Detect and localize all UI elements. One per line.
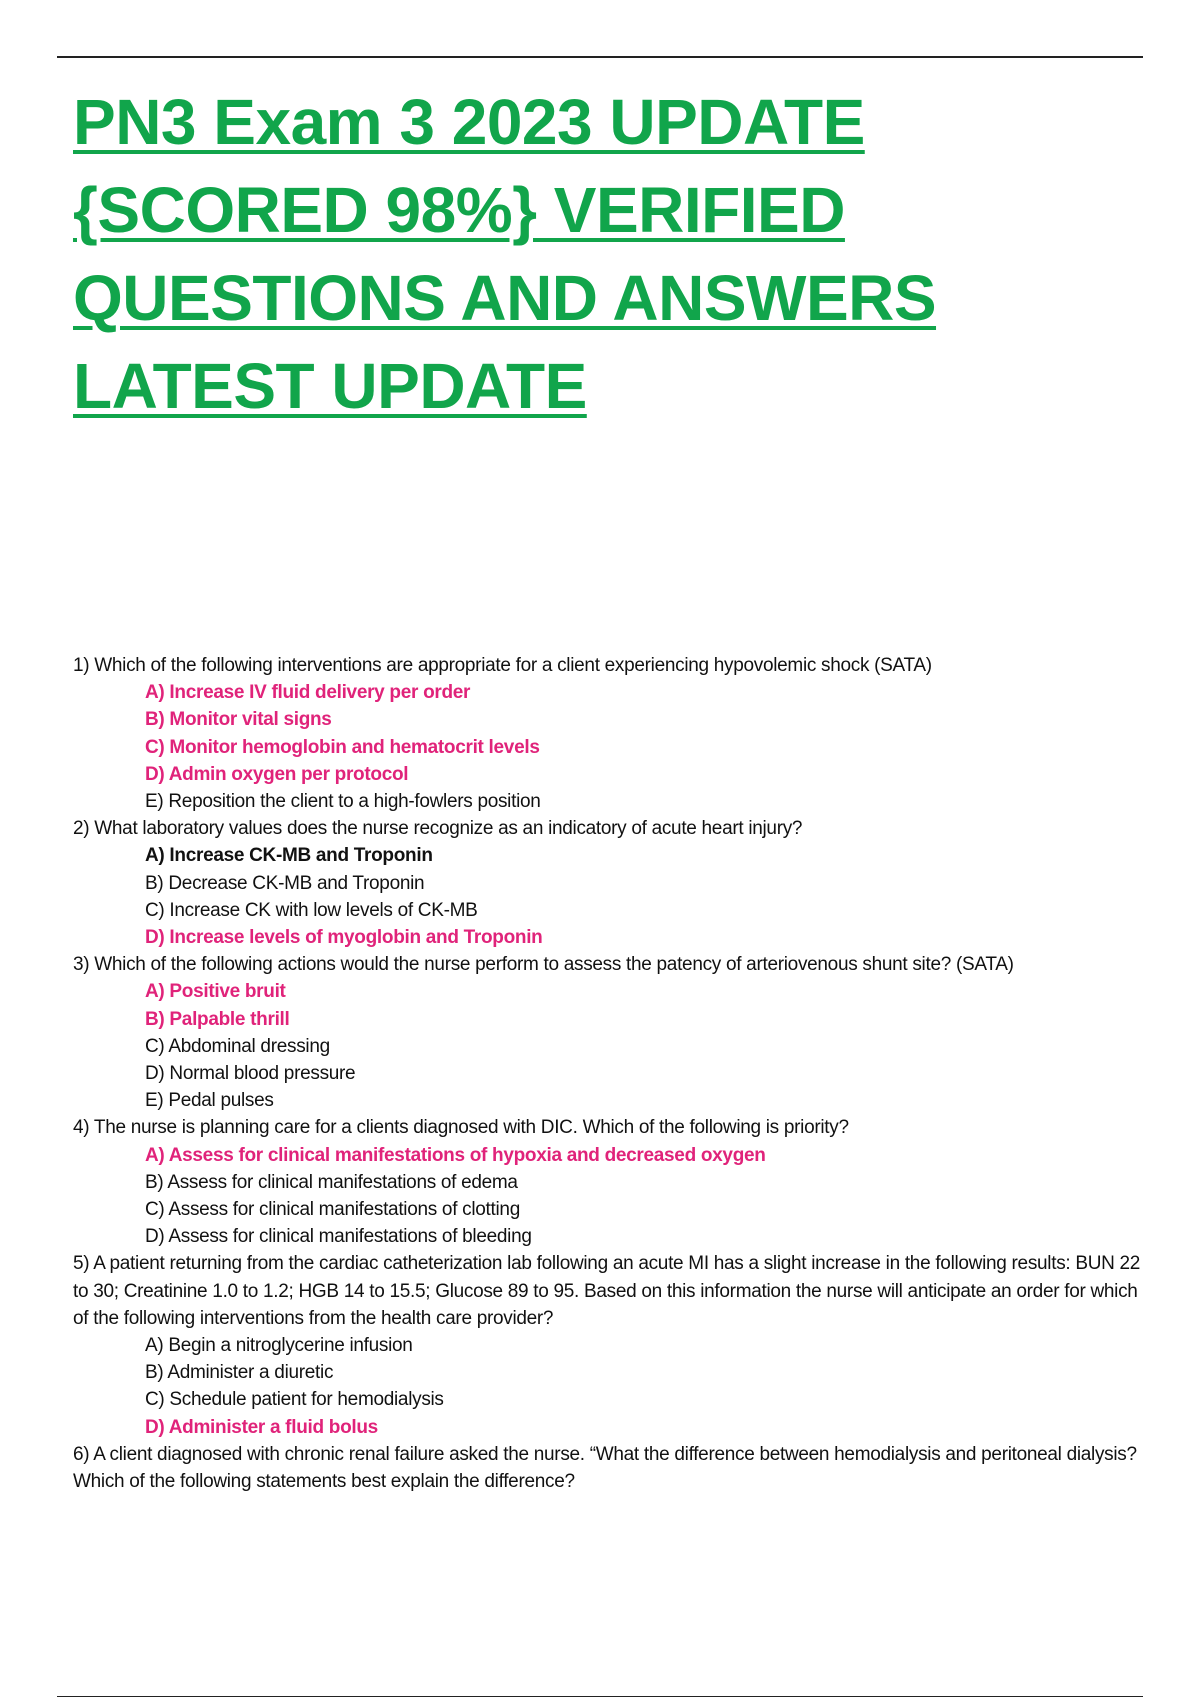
answer-option: C) Schedule patient for hemodialysis [145,1389,444,1411]
question-3 [73,951,1153,1114]
answer-option: D) Increase levels of myoglobin and Troponin [145,927,543,949]
question-stem: 6) A client diagnosed with chronic renal failure asked the nurse. “What the difference between hemodialysis and peritoneal dialysis? Which of the following statements best explain the difference? [73,1443,1137,1493]
answer-option: B) Decrease CK-MB and Troponin [145,872,425,894]
question-2 [73,815,1153,951]
answer-options [73,978,1153,1114]
answer-option: B) Palpable thrill [145,1008,290,1030]
answer-option: C) Abdominal dressing [145,1035,330,1057]
answer-options [73,842,1153,951]
answer-options [73,1142,1153,1251]
question-6 [73,1441,1153,1495]
answer-option: C) Assess for clinical manifestations of clotting [145,1199,520,1221]
question-4 [73,1114,1153,1250]
document-title: PN3 Exam 3 2023 UPDATE {SCORED 98%} VERIFIED QUESTIONS AND ANSWERS LATEST UPDATE [73,86,937,422]
question-stem: 2) What laboratory values does the nurse recognize as an indicatory of acute heart injury? [73,818,803,840]
answer-option: A) Begin a nitroglycerine infusion [145,1335,413,1357]
question-1 [73,652,1153,815]
top-rule [57,56,1143,58]
answer-option: D) Administer a fluid bolus [145,1416,378,1438]
answer-option: D) Admin oxygen per protocol [145,763,409,785]
answer-option: A) Increase CK-MB and Troponin [145,845,433,867]
answer-option: E) Pedal pulses [145,1090,274,1112]
answer-option: B) Administer a diuretic [145,1362,334,1384]
question-stem: 5) A patient returning from the cardiac catheterization lab following an acute MI has a slight increase in the following results: BUN 22 to 30; Creatinine 1.0 to 1.2; HGB 14 to 15.5; Glucose 89 to 95. Based on this information the nurse will anticipate an order for which of the following interventions from the health care provider? [73,1253,1141,1329]
answer-option: D) Normal blood pressure [145,1063,356,1085]
answer-option: A) Positive bruit [145,981,286,1003]
answer-option: A) Increase IV fluid delivery per order [145,682,471,704]
answer-option: B) Monitor vital signs [145,709,332,731]
answer-option: D) Assess for clinical manifestations of bleeding [145,1226,532,1248]
answer-option: A) Assess for clinical manifestations of hypoxia and decreased oxygen [145,1144,766,1166]
answer-option: C) Increase CK with low levels of CK-MB [145,899,478,921]
answer-option: E) Reposition the client to a high-fowlers position [145,791,541,813]
answer-options [73,1332,1153,1441]
question-list [73,652,1153,1495]
question-stem: 4) The nurse is planning care for a clients diagnosed with DIC. Which of the following is priority? [73,1117,849,1139]
answer-option: B) Assess for clinical manifestations of edema [145,1171,518,1193]
question-stem: 1) Which of the following interventions are appropriate for a client experiencing hypovolemic shock (SATA) [73,655,932,676]
question-5 [73,1250,1153,1440]
question-stem: 3) Which of the following actions would the nurse perform to assess the patency of arteriovenous shunt site? (SATA) [73,954,1014,976]
answer-option: C) Monitor hemoglobin and hematocrit levels [145,736,540,758]
answer-options [73,679,1153,815]
bottom-rule [57,1696,1143,1697]
